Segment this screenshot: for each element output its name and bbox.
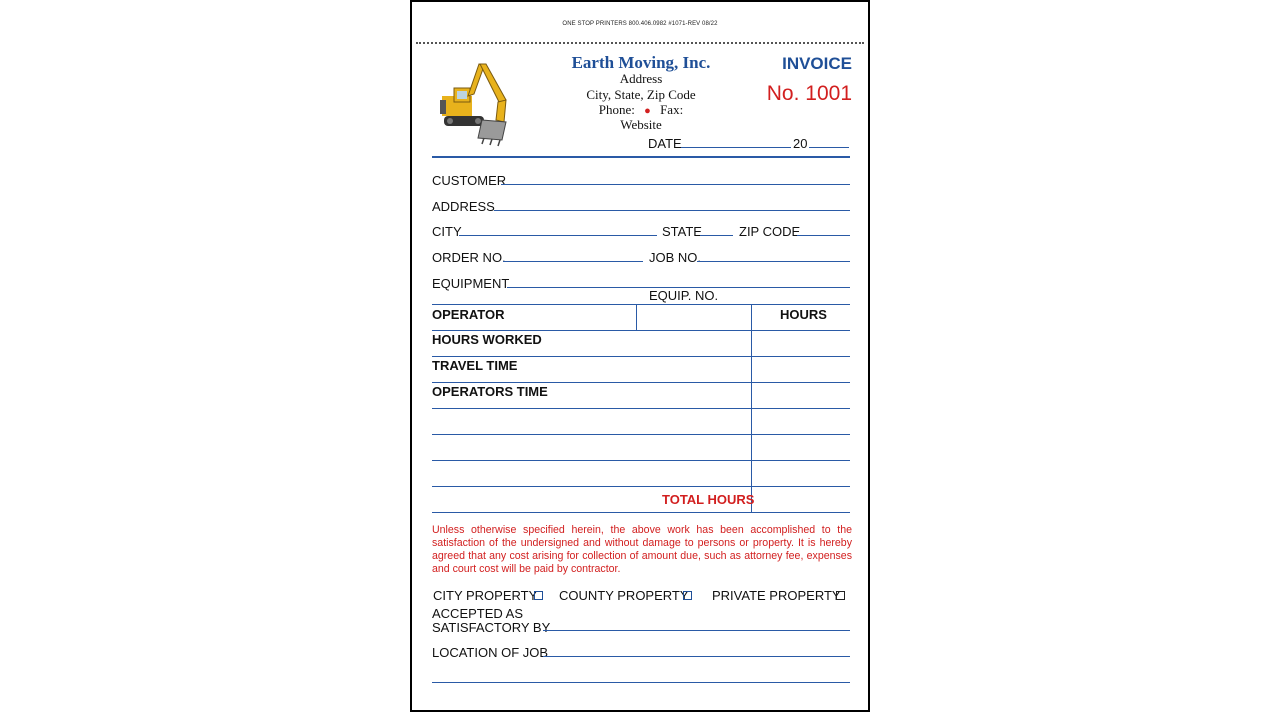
county-property-checkbox[interactable] [683,591,692,600]
equip-no-label: EQUIP. NO. [649,288,719,303]
company-contact [541,102,741,118]
fax-label: Fax: [660,102,684,117]
date-field[interactable] [681,147,791,148]
city-property-checkbox[interactable] [534,591,543,600]
order-no-label: ORDER NO. [432,250,506,265]
row-hours-worked: HOURS WORKED [432,332,542,347]
table-row [432,486,850,487]
row-operators-time: OPERATORS TIME [432,384,548,399]
customer-label: CUSTOMER [432,173,507,188]
table-row [432,356,850,357]
invoice-form [410,0,870,712]
city-property-label: CITY PROPERTY [433,588,538,603]
header-divider [432,156,850,158]
year-field[interactable] [809,147,849,148]
state-field[interactable] [700,235,733,236]
job-no-field[interactable] [697,261,850,262]
table-bottom-border [432,512,850,513]
job-no-label: JOB NO. [649,250,702,265]
invoice-number: No. 1001 [766,82,852,105]
accepted-label-line2: SATISFACTORY BY [432,620,551,635]
private-property-checkbox[interactable] [836,591,845,600]
location-field[interactable] [543,656,850,657]
table-row [432,382,850,383]
accepted-label-line1: ACCEPTED AS [432,606,524,621]
address-label: ADDRESS [432,199,495,214]
table-row [432,408,850,409]
zip-field[interactable] [797,235,850,236]
city-label: CITY [432,224,462,239]
accepted-signature-field[interactable] [543,630,850,631]
table-row [432,330,850,331]
zip-label: ZIP CODE [739,224,801,239]
location-field-extra-line[interactable] [432,682,850,683]
address-field[interactable] [494,210,850,211]
table-divider-operator [636,304,637,330]
excavator-icon [440,60,510,148]
row-travel-time: TRAVEL TIME [432,358,518,373]
company-name: Earth Moving, Inc. [571,53,711,72]
total-hours-label: TOTAL HOURS [662,492,755,507]
location-label: LOCATION OF JOB [432,645,549,660]
company-address: Address [619,71,663,86]
bullet-icon: ● [644,105,651,117]
company-website: Website [620,117,662,132]
state-label: STATE [662,224,702,239]
table-top-border [432,304,850,305]
hours-header: HOURS [780,307,827,322]
table-row [432,460,850,461]
phone-label: Phone: [598,102,635,117]
operator-header: OPERATOR [432,307,505,322]
date-label: DATE [648,136,682,151]
city-field[interactable] [459,235,657,236]
customer-field[interactable] [501,184,850,185]
disclaimer-text: Unless otherwise specified herein, the above work has been accomplished to the satisfaction of the undersigned and without damage to persons or property. It is hereby agreed that any cost arising for collection of amount due, such as attorney fee, expenses and court cost will be paid by contractor. [432,524,852,575]
equipment-label: EQUIPMENT [432,276,510,291]
order-no-field[interactable] [503,261,643,262]
year-prefix: 20 [793,136,808,151]
table-row [432,434,850,435]
printer-line: ONE STOP PRINTERS 800.406.0982 #1071-REV 08/22 [562,21,718,27]
perforation-line [416,42,864,44]
county-property-label: COUNTY PROPERTY [559,588,689,603]
company-city-state-zip: City, State, Zip Code [586,87,696,102]
invoice-title: INVOICE [782,54,852,73]
private-property-label: PRIVATE PROPERTY [712,588,841,603]
